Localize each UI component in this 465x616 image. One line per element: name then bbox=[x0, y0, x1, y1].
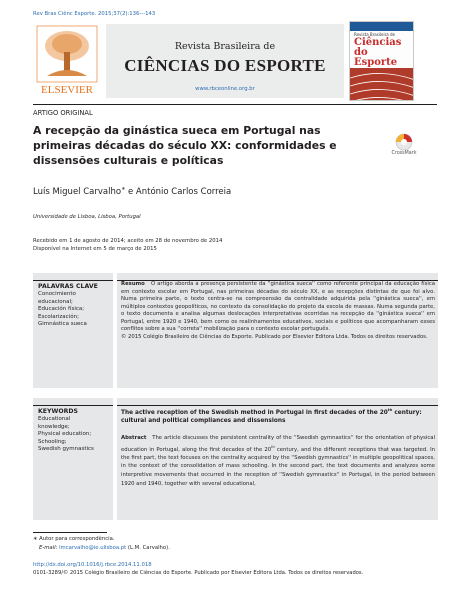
affiliation: Universidade de Lisboa, Lisboa, Portugal bbox=[33, 214, 141, 220]
author-name-1[interactable]: Luís Miguel Carvalho bbox=[33, 186, 122, 197]
abstract-en-body bbox=[121, 434, 435, 488]
crossmark-icon bbox=[381, 133, 427, 151]
abstract-pt-box bbox=[117, 273, 438, 388]
author-footnote-mark[interactable]: ∗ bbox=[121, 186, 126, 192]
keyword-item: Conocimiento bbox=[38, 291, 76, 297]
author-line bbox=[33, 186, 231, 197]
keyword-item: Educación física; bbox=[38, 306, 85, 313]
abstract-pt-text: O artigo aborda a presença persistente da ''ginástica sueca'' como referente principal da educação física em contexto escolar em Portugal, nas primeiras décadas do século XX, e as recepções distintas de que foi alvo. Numa primeira parte, o texto centra-se na compreensão da centralidade adquirida pela ''ginástica sueca'', em múltiplos contextos geopolíticos, no contexto da consolidação do projeto da escola de massas. Numa segunda parte, o texto documenta e analisa algumas deslocações interpretativas ocorridas na recepção da ''ginástica sueca'' em Portugal, entre 1920 e 1940, bem como os realinhamentos educativos, sociais e políticos que acompanharam esses conflitos sobre a sua ''correta'' mobilização para o contexto escolar português. bbox=[121, 281, 435, 333]
received-date: Recebido em 1 de agosto de 2014; aceito em 28 de novembro de 2014 bbox=[33, 238, 223, 244]
email-label: E-mail: bbox=[39, 545, 60, 551]
keyword-item: Educational bbox=[38, 416, 71, 422]
keyword-item: Escolarización; bbox=[38, 313, 79, 320]
keyword-item: Swedish gymnastics bbox=[38, 446, 94, 453]
keyword-item: educacional; bbox=[38, 298, 73, 305]
cover-title: Ciências do Esporte bbox=[354, 37, 402, 68]
keywords-pt-box bbox=[33, 273, 113, 388]
keywords-en-rule bbox=[33, 405, 113, 406]
cover-running-track-image bbox=[350, 68, 414, 101]
journal-title-box bbox=[106, 24, 344, 98]
email-author: (L.M. Carvalho). bbox=[126, 545, 170, 551]
keyword-item: Physical education; bbox=[38, 431, 92, 438]
elsevier-logo bbox=[33, 24, 101, 98]
abstract-en-box bbox=[117, 398, 438, 520]
journal-header bbox=[33, 21, 414, 101]
abstract-pt-body bbox=[121, 281, 435, 341]
email-link[interactable]: lmcarvalho@ie.ulisboa.pt bbox=[59, 545, 127, 551]
footnote-email bbox=[39, 545, 170, 551]
keywords-pt-heading: PALAVRAS CLAVE bbox=[38, 283, 98, 290]
doi-link[interactable]: http://dx.doi.org/10.1016/j.rbce.2014.11.018 bbox=[33, 562, 152, 568]
journal-name-line2: CIÊNCIAS DO ESPORTE bbox=[124, 56, 326, 75]
abstract-en-title-a: The active reception of the Swedish method in Portugal in first decades of the 20 bbox=[121, 409, 388, 416]
header-divider bbox=[33, 104, 437, 105]
author-name-2[interactable]: António Carlos Correia bbox=[135, 186, 232, 197]
keywords-pt-rule bbox=[33, 280, 113, 281]
keywords-en-heading: KEYWORDS bbox=[38, 408, 78, 415]
author-separator: e bbox=[125, 186, 136, 197]
keywords-pt-list bbox=[38, 291, 112, 329]
abstract-en-text-2: century, and the different receptions that was targeted. In the first part, the text focuses on the centrality acquired by the ''Swedish gymnastics'' in multiple geopolitical spaces, in the context of the consolidation of mass schooling. In the second part, the text documents and analyzes some interpretive movements that occurred in the reception of ''Swedish gymnastics'' in Portugal, in the period between 1920 and 1940, together with several educational, bbox=[121, 446, 436, 487]
journal-name-line1: Revista Brasileira de bbox=[174, 41, 276, 52]
abstract-en-sup: th bbox=[271, 444, 275, 449]
abstract-en-title-sup: th bbox=[387, 407, 393, 412]
crossmark-badge[interactable] bbox=[381, 133, 427, 161]
elsevier-wordmark: ELSEVIER bbox=[41, 84, 93, 96]
journal-cover-thumbnail bbox=[349, 21, 414, 101]
abstract-pt-label: Resumo bbox=[121, 281, 145, 287]
article-dates bbox=[33, 238, 222, 253]
footer-copyright: 0101-3289/© 2015 Colégio Brasileiro de Ciências do Esporte. Publicado por Elsevier Editora Ltda. Todos os direitos reservados. bbox=[33, 570, 364, 576]
abstract-en-label: Abstract bbox=[121, 435, 147, 441]
journal-url-link[interactable]: www.rbceonline.org.br bbox=[195, 86, 255, 92]
running-track-icon bbox=[350, 68, 414, 101]
abstract-en-title-b: century: cultural and political compliances and dissensions bbox=[121, 409, 422, 424]
abstract-pt-copyright: © 2015 Colégio Brasileiro de Ciências do Esporte. Publicado por Elsevier Editora Ltda. Todos os direitos reservados. bbox=[121, 333, 428, 340]
article-title: A recepção da ginástica sueca em Portugal nas primeiras décadas do século XX: conformidades e dissensões culturais e políticas bbox=[33, 124, 337, 167]
keywords-en-box bbox=[33, 398, 113, 520]
journal-citation[interactable]: Rev Bras Ciênc Esporte. 2015;37(2):136---143 bbox=[33, 11, 156, 17]
cover-top-band bbox=[350, 22, 414, 31]
abstract-en-title bbox=[121, 406, 435, 425]
section-label: ARTIGO ORIGINAL bbox=[33, 109, 93, 117]
keyword-item: knowledge; bbox=[38, 423, 70, 430]
crossmark-label: CrossMark bbox=[391, 151, 417, 156]
keywords-en-list bbox=[38, 416, 112, 454]
footnote-divider bbox=[33, 532, 107, 533]
abstract-en-text-1: The article discusses the persistent centrality of the ''Swedish gymnastics'' for the orientation of physical education in Portugal, along the first decades of the 20 bbox=[121, 435, 435, 453]
cover-small-text: Revista Brasileira de bbox=[354, 32, 395, 37]
keyword-item: Gimnástica sueca bbox=[38, 321, 87, 328]
elsevier-tree-icon bbox=[33, 24, 101, 98]
online-date: Disponível na Internet em 5 de março de 2015 bbox=[33, 245, 157, 252]
footnote-correspondence: ∗ Autor para correspondência. bbox=[33, 536, 115, 542]
keyword-item: Schooling; bbox=[38, 438, 67, 445]
